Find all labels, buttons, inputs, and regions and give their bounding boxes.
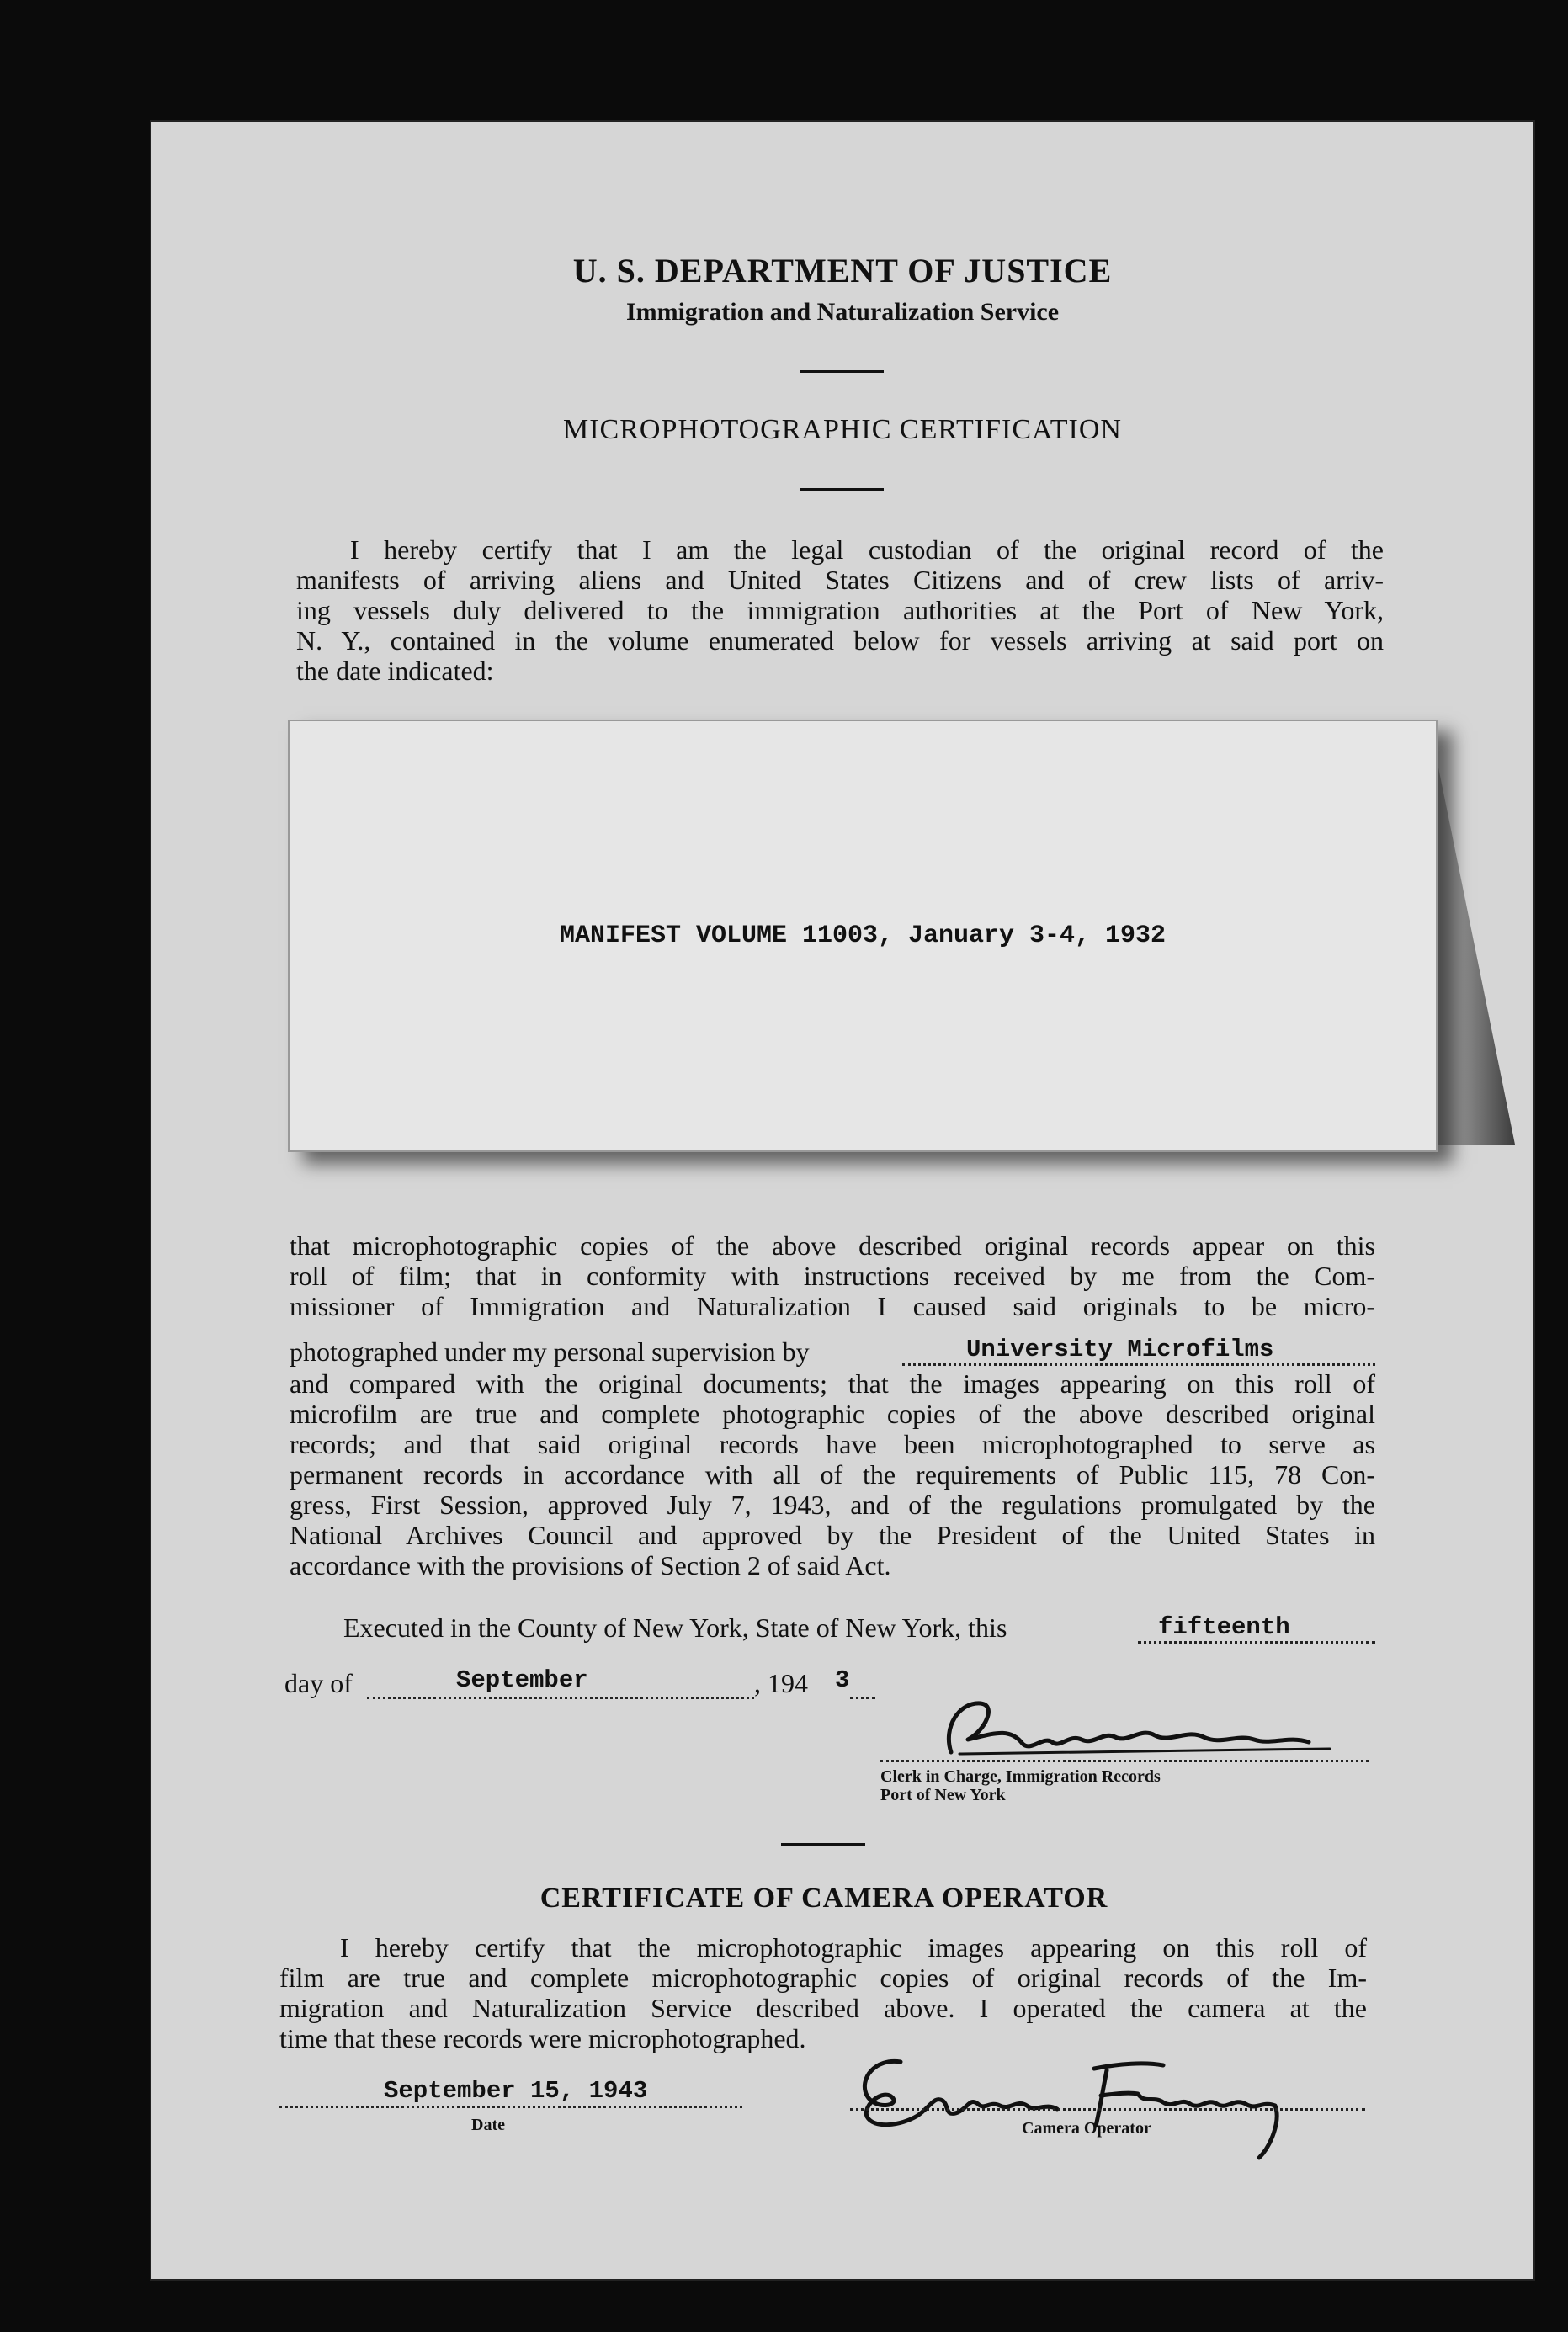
department-title: U. S. DEPARTMENT OF JUSTICE xyxy=(572,252,1113,290)
camera-operator-label: Camera Operator xyxy=(1022,2119,1151,2138)
date-dotted-line xyxy=(279,2106,742,2108)
execution-year-digit: 3 xyxy=(835,1666,850,1694)
operator-line: migration and Naturalization Service described above. I operated the camera at the xyxy=(279,1993,1367,2023)
clerk-signature-line xyxy=(880,1760,1369,1762)
operator-line: time that these records were microphotographed. xyxy=(279,2023,806,2053)
divider-rule xyxy=(800,370,884,373)
intro-line: manifests of arriving aliens and United States Citizens and of crew lists of arriv- xyxy=(296,565,1384,595)
body-line: microfilm are true and complete photographic copies of the above described original xyxy=(290,1399,1375,1429)
clerk-title: Clerk in Charge, Immigration Records xyxy=(880,1767,1161,1786)
operator-line: I hereby certify that the microphotographic images appearing on this roll of xyxy=(340,1932,1367,1963)
month-dotted-line xyxy=(367,1697,754,1699)
execution-year-prefix: , 194 xyxy=(754,1668,808,1698)
certification-title: MICROPHOTOGRAPHIC CERTIFICATION xyxy=(562,414,1122,445)
body-line: and compared with the original documents; that the images appearing on this roll of xyxy=(290,1368,1375,1399)
manifest-volume-text: MANIFEST VOLUME 11003, January 3-4, 1932 xyxy=(559,922,1167,950)
camera-operator-paragraph xyxy=(279,1932,1367,2053)
intro-paragraph xyxy=(296,534,1384,686)
year-dotted-line xyxy=(850,1697,875,1699)
clerk-port: Port of New York xyxy=(880,1786,1006,1804)
intro-line: N. Y., contained in the volume enumerated below for vessels arriving at said port on xyxy=(296,625,1384,656)
certificate-date: September 15, 1943 xyxy=(384,2077,648,2105)
divider-rule xyxy=(800,488,884,491)
operator-signature-line xyxy=(850,2108,1365,2111)
camera-operator-title: CERTIFICATE OF CAMERA OPERATOR xyxy=(539,1883,1108,1914)
clerk-signature xyxy=(934,1693,1338,1769)
camera-operator-signature xyxy=(850,2045,1321,2163)
service-subtitle: Immigration and Naturalization Service xyxy=(625,298,1060,326)
body-line: permanent records in accordance with all of the requirements of Public 115, 78 Con- xyxy=(290,1459,1375,1490)
body-line: gress, First Session, approved July 7, 1943, and of the regulations promulgated by the xyxy=(290,1490,1375,1520)
operator-line: film are true and complete microphotographic copies of original records of the Im- xyxy=(279,1963,1367,1993)
body-paragraph-continued xyxy=(290,1368,1375,1580)
day-of-label: day of xyxy=(284,1668,353,1698)
supervisor-dotted-line xyxy=(902,1363,1375,1366)
intro-line: ing vessels duly delivered to the immigration authorities at the Port of New York, xyxy=(296,595,1384,625)
body-line: missioner of Immigration and Naturalization I caused said originals to be micro- xyxy=(290,1291,1375,1321)
body-line: records; and that said original records have been microphotographed to serve as xyxy=(290,1429,1375,1459)
supervisor-name: University Microfilms xyxy=(966,1336,1274,1363)
record-insert xyxy=(288,720,1438,1152)
body-line: National Archives Council and approved by the President of the United States in xyxy=(290,1520,1375,1550)
body-line: roll of film; that in conformity with instructions received by me from the Com- xyxy=(290,1261,1375,1291)
body-line: that microphotographic copies of the above described original records appear on this xyxy=(290,1230,1375,1261)
date-label: Date xyxy=(471,2116,505,2134)
execution-month: September xyxy=(456,1666,588,1694)
intro-line: the date indicated: xyxy=(296,656,494,686)
divider-rule xyxy=(781,1843,865,1846)
intro-line: I hereby certify that I am the legal custodian of the original record of the xyxy=(350,534,1384,565)
body-paragraph xyxy=(290,1230,1375,1321)
supervision-prefix: photographed under my personal supervision by xyxy=(290,1336,810,1367)
execution-prefix: Executed in the County of New York, State of New York, this xyxy=(343,1612,1007,1643)
body-line: accordance with the provisions of Section 2 of said Act. xyxy=(290,1550,891,1580)
day-dotted-line xyxy=(1138,1641,1375,1644)
execution-day: fifteenth xyxy=(1158,1613,1290,1641)
